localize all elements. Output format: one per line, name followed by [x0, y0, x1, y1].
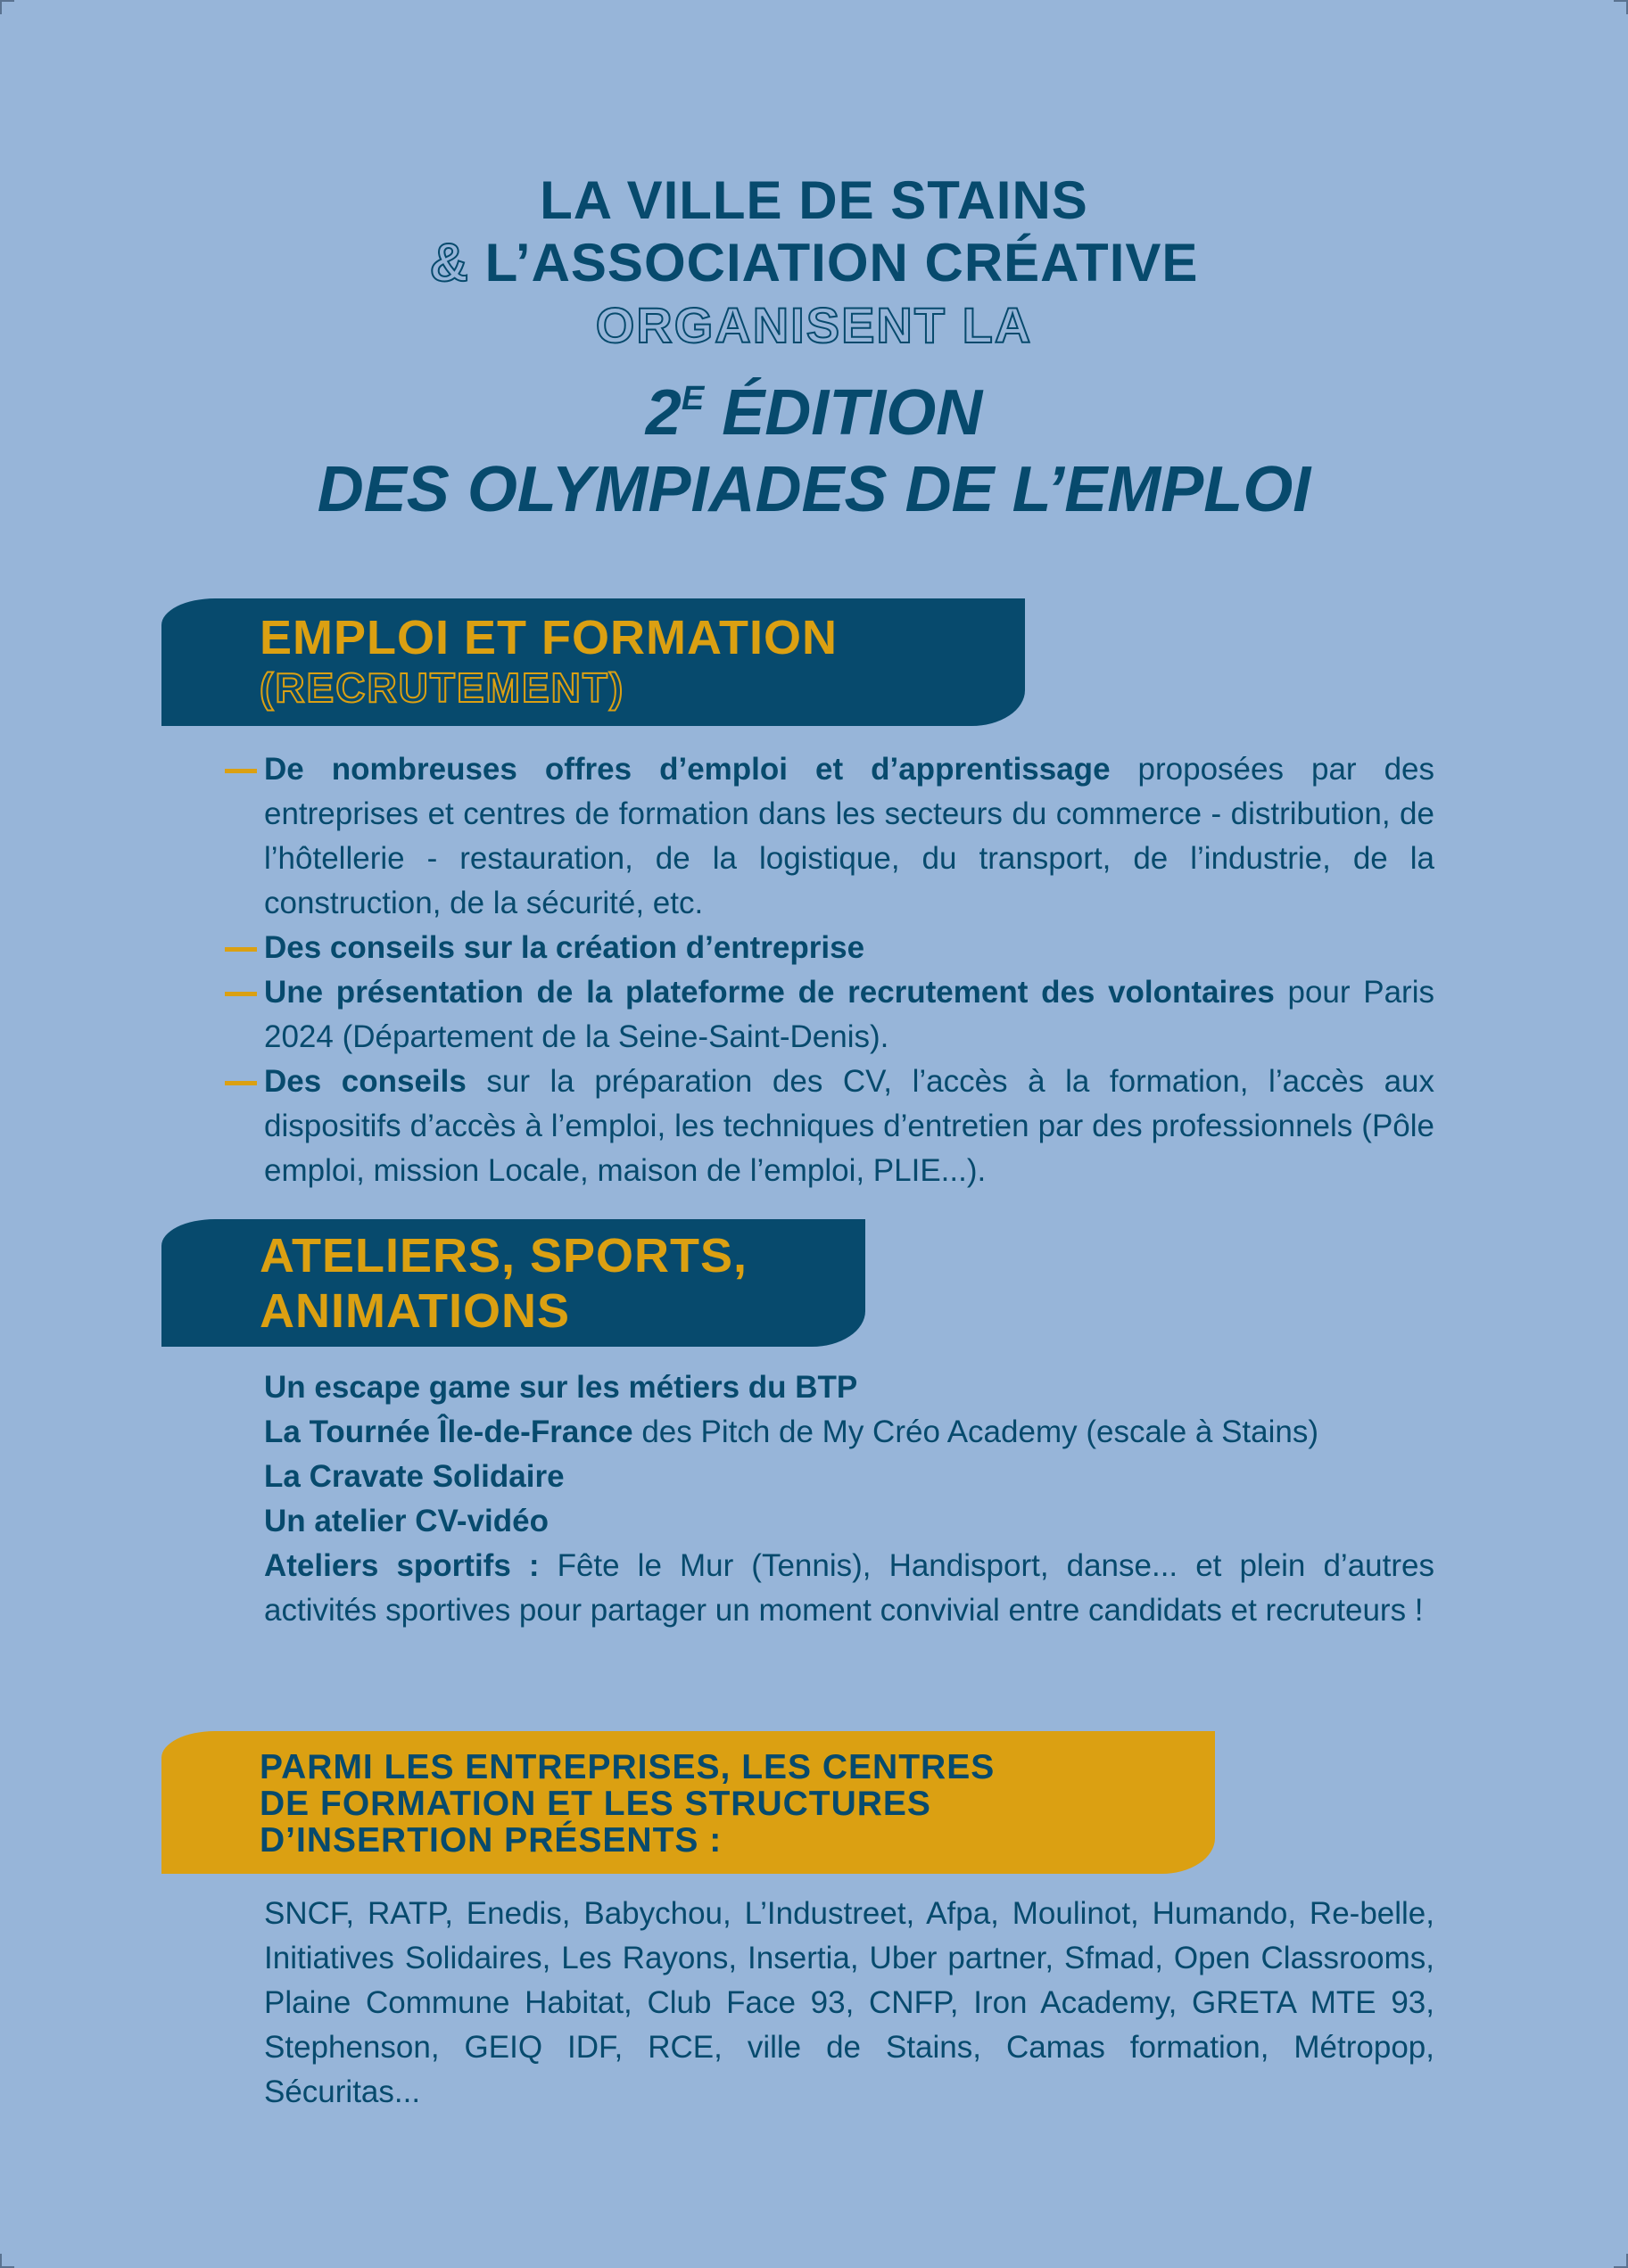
- list-item-bold: Un atelier CV-vidéo: [264, 1504, 549, 1538]
- section-partenaires-title-3: D’INSERTION PRÉSENTS :: [260, 1821, 723, 1860]
- section-ateliers-title-1: ATELIERS, SPORTS,: [260, 1229, 748, 1282]
- list-item-text: pour Paris 2024 (Département de la Seine-Saint-Denis).: [264, 975, 1434, 1054]
- header-line-1: LA VILLE DE STAINS: [540, 170, 1088, 230]
- dash-bullet: [225, 1081, 257, 1085]
- list-item-bold: Ateliers sportifs :: [264, 1548, 540, 1583]
- section-ateliers-title-2: ANIMATIONS: [260, 1284, 570, 1338]
- section-emploi-list: [264, 747, 1434, 1193]
- list-item: [264, 1060, 1434, 1193]
- crop-mark: [0, 0, 2, 14]
- list-item-text: des Pitch de My Créo Academy (escale à Stains): [632, 1414, 1319, 1449]
- ampersand: &: [429, 233, 469, 293]
- list-item: [264, 1410, 1434, 1455]
- list-item: [264, 1365, 1434, 1410]
- list-item-text: Fête le Mur (Tennis), Handisport, danse... et plein d’autres activités sportives pour partager un moment convivial entre candidats et recruteurs !: [264, 1548, 1434, 1628]
- edition-superscript: E: [681, 380, 705, 417]
- section-partenaires-banner: [161, 1731, 1215, 1874]
- section-emploi-subtitle: (RECRUTEMENT): [260, 664, 625, 711]
- list-item-bold: La Tournée Île-de-France: [264, 1414, 633, 1449]
- header-title: DES OLYMPIADES DE L’EMPLOI: [317, 454, 1311, 525]
- list-item-bold: Des conseils sur la création d’entreprise: [264, 930, 865, 965]
- list-item-bold: Un escape game sur les métiers du BTP: [264, 1370, 858, 1405]
- list-item: [264, 747, 1434, 926]
- list-item-text: proposées par des entreprises et centres de formation dans les secteurs du commerce - distribution, de l’hôtellerie - restauration, de la logistique, du transport, de l’industrie, de la construction, de la sécurité, etc.: [264, 752, 1434, 920]
- list-item-bold: La Cravate Solidaire: [264, 1459, 565, 1494]
- list-item: [264, 970, 1434, 1060]
- list-item: [264, 1455, 1434, 1499]
- crop-mark: [0, 2254, 2, 2268]
- edition-label: ÉDITION: [704, 377, 983, 449]
- dash-bullet: [225, 992, 257, 996]
- section-partenaires-text: [264, 1892, 1434, 2115]
- section-emploi-banner: [161, 598, 1025, 726]
- section-partenaires-title-1: PARMI LES ENTREPRISES, LES CENTRES: [260, 1748, 996, 1786]
- header-line-3: ORGANISENT LA: [595, 297, 1033, 353]
- partners-list: SNCF, RATP, Enedis, Babychou, L’Industreet, Afpa, Moulinot, Humando, Re-belle, Initiatives Solidaires, Les Rayons, Insertia, Uber partner, Sfmad, Open Classrooms, Plaine Commune Habitat, Club Face 93, CNFP, Iron Academy, GRETA MTE 93, Stephenson, GEIQ IDF, RCE, ville de Stains, Camas formation, Métropop, Sécuritas...: [264, 1896, 1434, 2109]
- header-edition: [0, 360, 1628, 451]
- list-item-bold: Des conseils: [264, 1064, 467, 1099]
- section-partenaires-title-2: DE FORMATION ET LES STRUCTURES: [260, 1785, 931, 1823]
- edition-number: 2: [645, 377, 682, 449]
- list-item: [264, 1544, 1434, 1633]
- list-item-text: sur la préparation des CV, l’accès à la formation, l’accès aux dispositifs d’accès à l’emploi, les techniques d’entretien par des professionnels (Pôle emploi, mission Locale, maison de l’emploi, PLIE...).: [264, 1064, 1435, 1188]
- header-line-2-text: L’ASSOCIATION CRÉATIVE: [468, 233, 1199, 293]
- header: [0, 169, 1628, 528]
- section-emploi-title: EMPLOI ET FORMATION: [260, 611, 838, 664]
- list-item-bold: Une présentation de la plateforme de recrutement des volontaires: [264, 975, 1275, 1010]
- dash-bullet: [225, 947, 257, 952]
- crop-mark: [0, 0, 14, 2]
- list-item: [264, 926, 1434, 970]
- section-ateliers-banner: [161, 1219, 865, 1347]
- list-item: [264, 1499, 1434, 1544]
- list-item-bold: De nombreuses offres d’emploi et d’apprentissage: [264, 752, 1111, 787]
- header-line-2: [0, 232, 1628, 294]
- dash-bullet: [225, 769, 257, 773]
- section-ateliers-list: [264, 1365, 1434, 1633]
